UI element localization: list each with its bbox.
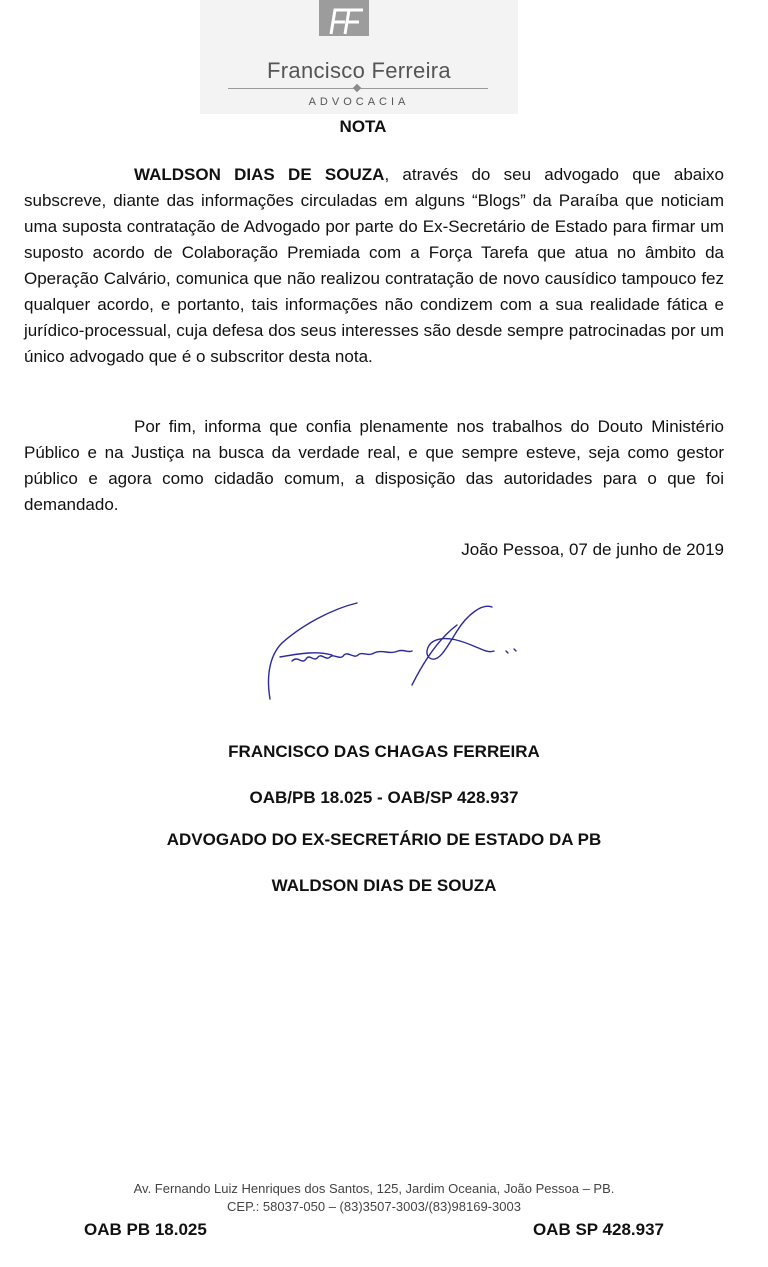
paragraph-2: Por fim, informa que confia plenamente nos trabalhos do Douto Ministério Público e na Justiça na busca da verdade real, e que sempre esteve, seja como gestor público e agora como cidadão comum, a disposição das autoridades para o que foi demandado. (24, 417, 724, 514)
client-name: WALDSON DIAS DE SOUZA (271, 876, 497, 895)
place-date: João Pessoa, 07 de junho de 2019 (461, 540, 724, 559)
signer-name: FRANCISCO DAS CHAGAS FERREIRA (228, 742, 540, 761)
footer-oab-sp: OAB SP 428.937 (532, 1220, 664, 1239)
firm-subtitle: ADVOCACIA (308, 96, 410, 108)
diamond-ornament-icon (353, 84, 361, 92)
paragraph-1-text: , através do seu advogado que abaixo subscreve, diante das informações circuladas em alguns “Blogs” da Paraíba que noticiam uma suposta contratação de Advogado por parte do Ex-Secretário de Estado para firmar um suposto acordo de Colaboração Premiada com a Força Tarefa que atua no âmbito da Operação Calvário, comunica que não realizou contratação de novo causídico tampouco fez qualquer acordo, e portanto, tais informações não condizem com a sua realidade fática e jurídico-processual, cuja defesa dos seus interesses são desde sempre patrocinadas por um único advogado que é o subscritor desta nota. (24, 165, 724, 366)
letterhead (200, 0, 518, 114)
firm-name: Francisco Ferreira (267, 58, 451, 83)
signer-role: ADVOGADO DO EX-SECRETÁRIO DE ESTADO DA PB (166, 830, 602, 849)
signer-oab: OAB/PB 18.025 - OAB/SP 428.937 (249, 788, 519, 807)
ff-monogram-logo (315, 0, 373, 42)
footer-address-line-1: Av. Fernando Luiz Henriques dos Santos, 125, Jardim Oceania, João Pessoa – PB. (133, 1181, 615, 1196)
paragraph-1 (24, 162, 724, 370)
paragraph-1-lead: WALDSON DIAS DE SOUZA (134, 165, 385, 184)
document-title: NOTA (339, 117, 387, 136)
handwritten-signature (262, 595, 527, 705)
footer-address-line-2: CEP.: 58037-050 – (83)3507-3003/(83)98169-3003 (227, 1199, 521, 1214)
footer-oab-pb: OAB PB 18.025 (84, 1220, 207, 1239)
